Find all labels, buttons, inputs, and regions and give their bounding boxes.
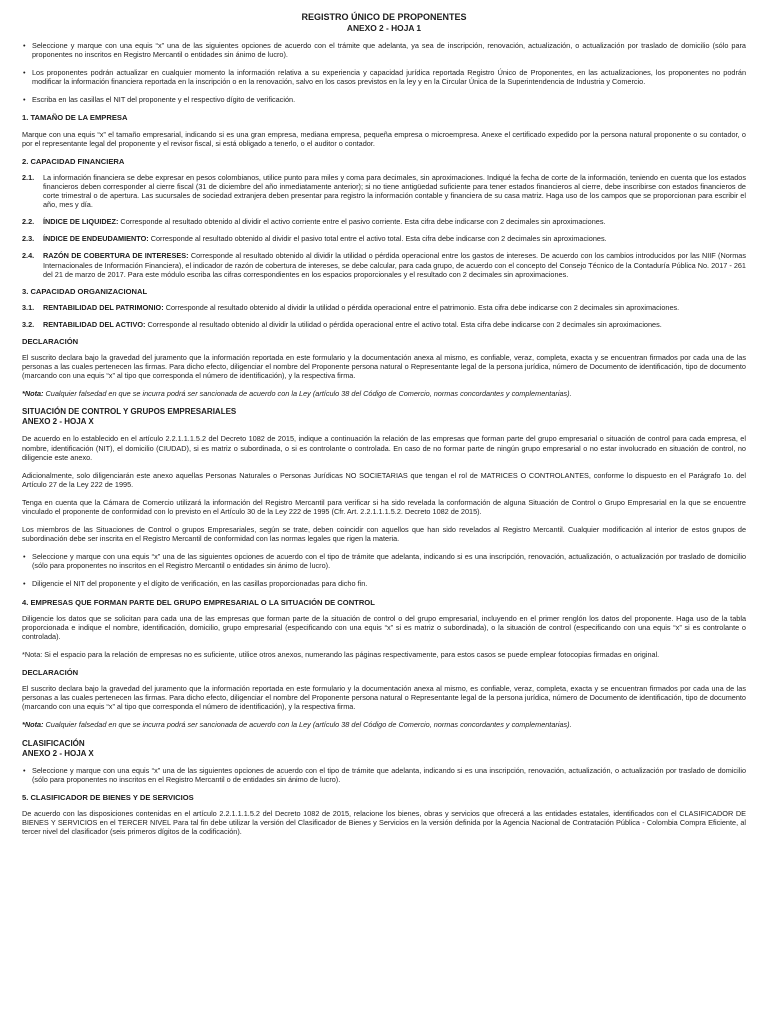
item-number: 2.1. <box>22 172 35 182</box>
classification-section-title <box>22 739 746 759</box>
item-text: Corresponde al resultado obtenido al dividir el activo corriente entre el pasivo corriente. Esta cifra debe indicarse con 2 decimales sin aproximaciones. <box>118 217 606 227</box>
item-text: La información financiera se debe expresar en pesos colombianos, utilice punto para miles y coma para decimales, sin aproximaciones. Indiqué la fecha de corte de la información, teniendo en cuenta que los estados financieros deben corresponder al cierre fiscal (31 de diciembre del año inmediatamente anterior); si no tiene antigüedad suficiente para tener estados financieros al cierre, debe inscribirse con estados financieros de corte trimestral o de apertura. Las sucursales de sociedad extranjera deben presentar para registro la información contable y financiera de su casa matriz. Haga uso de los campos que se proporcionan para escribir el año, mes y día. <box>43 172 746 210</box>
item-lead: ÍNDICE DE LIQUIDEZ: <box>43 217 119 227</box>
item-number: 3.1. <box>22 302 35 312</box>
note-lead: *Nota: <box>22 389 44 399</box>
document-subtitle: ANEXO 2 - HOJA 1 <box>346 23 422 33</box>
control-paragraph-1: De acuerdo en lo establecido en el artículo 2.2.1.1.1.5.2 del Decreto 1082 de 2015, indique a continuación la relación de las empresas que forman parte del grupo empresarial o situación de control para cada empresa, el nombre, identificación (NIT), el domicilio (CIUDAD), si es matriz o subordinada, o si es controlante o controlada. En caso de no formar parte de ningún grupo empresarial o no estar involucrado en situación de control, no diligencie este anexo. <box>22 434 746 462</box>
item-lead: RAZÓN DE COBERTURA DE INTERESES: <box>43 251 189 261</box>
item-number: 3.2. <box>22 319 35 329</box>
section-4-note: *Nota: Si el espacio para la relación de empresas no es suficiente, utilice otros anexos, numerando las páginas respectivamente, para estos casos se puede emplear fotocopias firmadas en original. <box>22 649 660 659</box>
classification-title-line-1: CLASIFICACIÓN <box>22 738 85 748</box>
item-lead: RENTABILIDAD DEL ACTIVO: <box>43 319 146 329</box>
section-1-heading: 1. TAMAÑO DE LA EMPRESA <box>22 113 128 123</box>
item-3-2 <box>22 320 746 329</box>
declaration-2-text: El suscrito declara bajo la gravedad del juramento que la información reportada en este formulario y la documentación anexa al mismo, es confiable, veraz, completa, exacta y se encuentran firmados por cada una de las personas a las cuales pertenecen las firmas. Para dicho efecto, diligenciar el nombre del Proponente persona natural o Representante legal de la persona jurídica, número de Documento de identificación, tipo de documento (marcando con una equis “x” al tipo que corresponda el número de identificación), y la respectiva firma. <box>22 684 746 712</box>
document-title: REGISTRO ÚNICO DE PROPONENTES <box>301 12 467 22</box>
note-text: Cualquier falsedad en que se incurra podrá ser sancionada de acuerdo con la Ley (artículo 38 del Código de Comercio, normas concordantes y complementarias). <box>43 389 572 399</box>
section-1-text: Marque con una equis “x” el tamaño empresarial, indicando si es una gran empresa, mediana empresa, pequeña empresa o microempresa. Anexe el certificado expedido por la persona natural proponente o su contador, o por el representante legal del proponente y el revisor fiscal, si está obligado a tenerlo, o el auditor o contador. <box>22 129 746 148</box>
note-text: Cualquier falsedad en que se incurra podrá ser sancionada de acuerdo con la Ley (artículo 38 del Código de Comercio, normas concordantes y complementarias). <box>43 720 572 730</box>
item-text: Corresponde al resultado obtenido al dividir la utilidad o pérdida operacional entre el patrimonio. Esta cifra debe indicarse con 2 decimales sin aproximaciones. <box>163 302 680 312</box>
item-lead: RENTABILIDAD DEL PATRIMONIO: <box>43 302 164 312</box>
item-number: 2.3. <box>22 234 35 244</box>
declaration-1-heading: DECLARACIÓN <box>22 336 79 346</box>
intro-bullet-1: • Seleccione y marque con una equis “x” una de las siguientes opciones de acuerdo con el trámite que adelanta, ya sea de inscripción, renovación, actualización, o actualización por traslado de domicilio (sólo para proponentes no inscritos en Registro Mercantil o entidades sin ánimo de lucro). <box>22 41 746 59</box>
note-lead: *Nota: <box>22 720 44 730</box>
section-2-heading: 2. CAPACIDAD FINANCIERA <box>22 156 125 166</box>
declaration-2-note <box>22 720 746 729</box>
section-4-text: Diligencie los datos que se solicitan para cada una de las empresas que forman parte de la situación de control o del grupo empresarial, incluyendo en el primer renglón los datos del proponente. Haga uso de la tabla proporcionada e indique el nombre, identificación, domicilio, grupo empresarial (especificando con una equis “x” si es matriz o subordinada), o la situación de control (especificando con una equis “x” si es controlante o controlada). <box>22 613 746 641</box>
control-title-line-1: SITUACIÓN DE CONTROL Y GRUPOS EMPRESARIALES <box>22 407 237 417</box>
classification-bullet: • Seleccione y marque con una equis “x” una de las siguientes opciones de acuerdo con el tipo de trámite que adelanta, indicando si es una inscripción, renovación, actualización, o actualización por traslado de domicilio (sólo para proponentes no inscritos en el Registro Mercantil o de entidades sin ánimo de lucro). <box>22 766 746 784</box>
item-2-1 <box>22 173 746 209</box>
section-4-heading: 4. EMPRESAS QUE FORMAN PARTE DEL GRUPO EMPRESARIAL O LA SITUACIÓN DE CONTROL <box>22 597 375 607</box>
control-title-line-2: ANEXO 2 - HOJA X <box>22 417 94 427</box>
declaration-2-heading: DECLARACIÓN <box>22 668 79 678</box>
item-text: Corresponde al resultado obtenido al dividir el pasivo total entre el activo total. Esta cifra debe indicarse con 2 decimales sin aproximaciones. <box>148 234 607 244</box>
item-2-4 <box>22 251 746 278</box>
control-section-title <box>22 407 746 427</box>
control-paragraph-3: Tenga en cuenta que la Cámara de Comercio utilizará la información del Registro Mercantil para verificar si ha sido revelada la conformación de alguna Situación de Control o Grupo Empresarial en la que se encuentre vinculado el proponente de conformidad con lo previsto en el Artículo 30 de la Ley 222 de 1995 (Cfr. Art. 2.2.1.1.1.5.2. Decreto 1082 de 2015). <box>22 497 746 516</box>
control-bullet-1: • Seleccione y marque con una equis “x” una de las siguientes opciones de acuerdo con el tipo de trámite que adelanta, indicando si es una inscripción, renovación, actualización, o actualización por traslado de domicilio (sólo para proponentes no inscritos en el Registro Mercantil o entidades sin ánimo de lucro). <box>22 552 746 570</box>
control-paragraph-4: Los miembros de las Situaciones de Control o grupos Empresariales, según se trate, deben coincidir con aquellos que han sido revelados al Registro Mercantil. Cualquier modificación al interior de estos grupos de subordinación debe ser inscrita en el Registro Mercantil de conformidad con las normas legales que rigen la materia. <box>22 525 746 544</box>
item-lead: ÍNDICE DE ENDEUDAMIENTO: <box>43 234 149 244</box>
declaration-1-text: El suscrito declara bajo la gravedad del juramento que la información reportada en este formulario y la documentación anexa al mismo, es confiable, veraz, completa, exacta y se encuentran firmados por cada una de las personas a las cuales pertenecen las firmas. Para dicho efecto, diligenciar el nombre del Proponente persona natural o Representante legal de la persona jurídica, número de Documento de identificación, tipo de documento (marcando con una equis “x” al tipo que corresponda el número de identificación), y la respectiva firma. <box>22 353 746 381</box>
item-text: Corresponde al resultado obtenido al dividir la utilidad o pérdida operacional entre el activo total. Esta cifra debe indicarse con 2 decimales sin aproximaciones. <box>145 319 662 329</box>
intro-bullet-2: • Los proponentes podrán actualizar en cualquier momento la información relativa a su experiencia y capacidad jurídica reportada Registro Único de Proponentes, en las actualizaciones, los proponentes no podrán modificar la información financiera reportada en la inscripción o en la renovación, salvo en los casos previstos en la ley y en la Circular Única de la Superintendencia de Industria y Comercio. <box>22 68 746 86</box>
item-number: 2.2. <box>22 217 35 227</box>
section-3-heading: 3. CAPACIDAD ORGANIZACIONAL <box>22 286 148 296</box>
classification-title-line-2: ANEXO 2 - HOJA X <box>22 748 94 758</box>
section-5-heading: 5. CLASIFICADOR DE BIENES Y DE SERVICIOS <box>22 792 194 802</box>
item-2-3 <box>22 234 746 243</box>
control-paragraph-2: Adicionalmente, solo diligenciarán este anexo aquellas Personas Naturales o Personas Jurídicas NO SOCIETARIAS que tengan el rol de MATRICES O CONTROLANTES, conforme lo dispuesto en el Parágrafo 1o. del Artículo 27 de la Ley 222 de 1995. <box>22 470 746 489</box>
intro-bullet-3: • Escriba en las casillas el NIT del proponente y el respectivo dígito de verificación. <box>22 95 746 104</box>
item-3-1 <box>22 303 746 312</box>
declaration-1-note <box>22 389 746 398</box>
item-2-2 <box>22 217 746 226</box>
control-bullet-2: • Diligencie el NIT del proponente y el dígito de verificación, en las casillas proporcionadas para dicho fin. <box>22 579 746 588</box>
section-5-text: De acuerdo con las disposiciones contenidas en el artículo 2.2.1.1.1.5.2 del Decreto 1082 de 2015, relacione los bienes, obras y servicios que ofrecerá a las entidades estatales, identificados con el CLASIFICADOR DE BIENES Y SERVICIOS en el TERCER NIVEL Para tal fin debe utilizar la versión del Clasificador de Bienes y Servicios en la versión definida por la Agencia Nacional de Contratación Pública - Colombia Compra Eficiente, al tercer nivel del clasificador (seis primeros dígitos de la codificación). <box>22 808 746 836</box>
item-text: Corresponde al resultado obtenido al dividir la utilidad o pérdida operacional entre los gastos de intereses. De acuerdo con los cambios introducidos por las NIIF (Normas Internacionales de Información Financiera), el indicador de razón de cobertura de intereses, se debe calcular, para cada grupo, de acuerdo con el concepto del Consejo Técnico de la Contaduría Pública No. 2017 - 261 del 21 de marzo de 2017. Para este módulo escriba las cifras correspondientes en los espacios proporcionales y el resultado con 2 decimales sin aproximaciones. <box>43 251 746 279</box>
item-number: 2.4. <box>22 251 35 261</box>
